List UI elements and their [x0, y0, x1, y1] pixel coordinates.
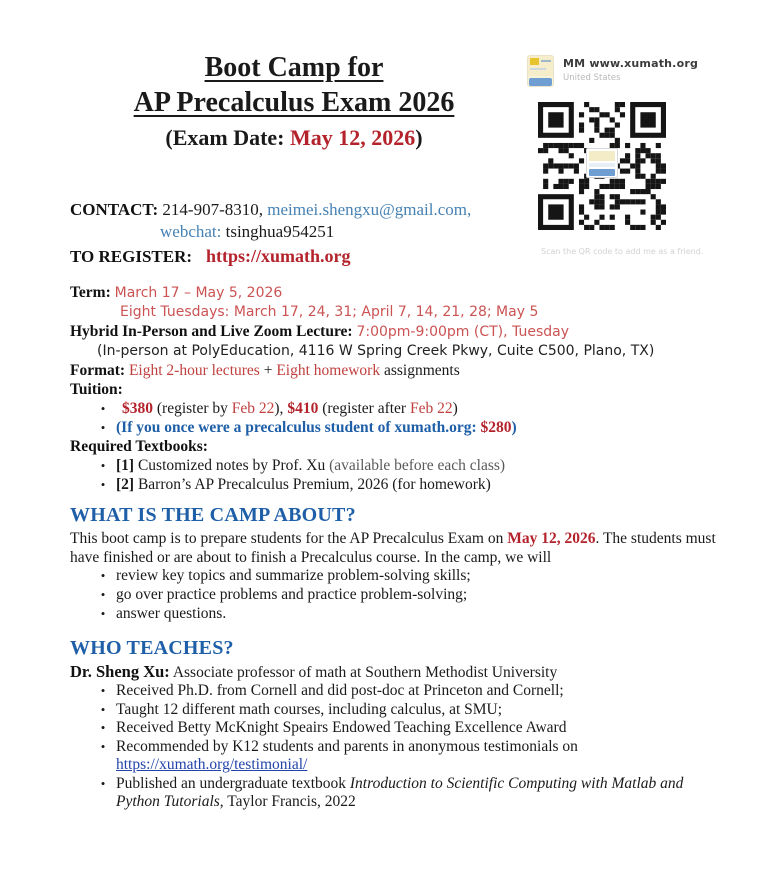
lecture-line — [70, 322, 720, 342]
discount-close: ) — [511, 419, 517, 436]
format-plus: + — [259, 362, 277, 379]
tuition-item-2 — [70, 418, 720, 437]
bullet-glyph: • — [100, 738, 106, 754]
format-tail: assignments — [380, 362, 460, 379]
price-returning: $280 — [480, 419, 512, 436]
exam-date-value: May 12, 2026 — [290, 125, 416, 150]
teacher-bullet-book — [70, 775, 726, 812]
page-title-line1: Boot Camp for — [204, 52, 384, 83]
avatar-website-thumb — [528, 56, 553, 76]
textbook-2-title: Barron’s AP Precalculus Premium, 2026 (for homework) — [134, 476, 491, 493]
price-early: $380 — [122, 400, 153, 417]
wechat-card-texts — [563, 55, 698, 83]
register-line — [70, 245, 471, 268]
about-bullet-3 — [70, 605, 722, 624]
about-section — [70, 506, 722, 624]
term-value: March 17 – May 5, 2026 — [114, 285, 283, 301]
about-paragraph — [70, 530, 722, 568]
bullet-glyph: • — [100, 605, 106, 621]
about-bullet-1 — [70, 567, 722, 586]
term-label: Term: — [70, 284, 115, 301]
avatar-decor-line — [541, 60, 551, 62]
avatar-logo-badge — [530, 58, 539, 65]
contact-email-link[interactable]: meimei.shengxu@gmail.com, — [267, 200, 472, 219]
textbooks-heading — [70, 437, 720, 456]
about-bullet-2 — [70, 586, 722, 605]
wechat-contact-card — [527, 55, 719, 256]
format-label: Format: — [70, 362, 129, 379]
bullet-glyph: • — [100, 683, 106, 698]
teacher-bullet-1-text: Received Ph.D. from Cornell and did post-doc at Princeton and Cornell; — [116, 682, 564, 699]
bullet-icon — [70, 682, 116, 701]
textbook-1-note: (available before each class) — [329, 457, 506, 474]
tuition-mid3: (register after — [318, 400, 410, 417]
teacher-bullet-testimonials — [70, 738, 726, 775]
textbook-item-1-text — [116, 456, 720, 475]
about-exam-date: May 12, 2026 — [507, 529, 596, 547]
teacher-section — [70, 639, 726, 812]
wechat-location: United States — [563, 73, 621, 83]
bullet-glyph: • — [100, 420, 106, 435]
term-schedule: Eight Tuesdays: March 17, 24, 31; April 7, 14, 21, 28; May 5 — [120, 304, 539, 320]
teacher-bullet-3-text: Received Betty McKnight Speairs Endowed Teaching Excellence Award — [116, 719, 567, 736]
wechat-card-header — [527, 55, 719, 87]
exam-date-prefix: (Exam Date: — [165, 125, 291, 150]
webchat-line — [70, 221, 471, 243]
bullet-icon — [70, 399, 116, 418]
bullet-glyph: • — [100, 775, 106, 791]
qr-logo-thumb-button — [589, 169, 615, 176]
bullet-glyph: • — [100, 477, 106, 492]
exam-date-line — [70, 123, 518, 153]
qr-logo-thumb-top — [589, 151, 615, 161]
bullet-icon — [70, 775, 116, 812]
exam-date-suffix: ) — [415, 125, 423, 150]
bullet-glyph: • — [100, 587, 106, 603]
webchat-label: webchat: — [160, 222, 226, 241]
bullet-glyph: • — [100, 568, 106, 584]
teacher-bullet-2 — [70, 701, 726, 720]
tuition-end: ) — [452, 400, 458, 417]
register-label: TO REGISTER: — [70, 247, 193, 266]
tuition-mid2: ), — [274, 400, 288, 417]
tuition-item-1 — [70, 399, 720, 418]
book-text-suffix: , Taylor Francis, 2022 — [219, 793, 356, 810]
bullet-glyph: • — [100, 701, 106, 717]
format-red1: Eight 2-hour lectures — [128, 362, 260, 379]
about-bullet-2-text: go over practice problems and practice problem-solving; — [116, 586, 468, 604]
contact-phone: 214-907-8310, — [158, 200, 268, 219]
bullet-icon — [70, 567, 116, 586]
tuition-label: Tuition: — [70, 381, 123, 398]
bullet-icon — [70, 738, 116, 775]
tuition-heading — [70, 380, 720, 399]
format-line — [70, 361, 720, 380]
term-line — [70, 283, 720, 303]
discount-text: (If you once were a precalculus student of xumath.org: — [116, 419, 481, 436]
bullet-glyph: • — [100, 458, 106, 473]
lecture-value: 7:00pm-9:00pm (CT), Tuesday — [356, 324, 570, 340]
details-block — [70, 283, 720, 494]
bullet-glyph: • — [100, 720, 106, 735]
book-title: Introduction to Scientific Computing with Matlab and Python Tutorials — [116, 774, 684, 810]
avatar — [527, 55, 554, 87]
textbook-1-number: [1] — [116, 457, 135, 474]
register-url-link[interactable]: https://xumath.org — [206, 246, 351, 266]
avatar-button-shape — [529, 78, 552, 86]
qr-code — [537, 102, 667, 230]
qr-caption: Scan the QR code to add me as a friend. — [541, 247, 704, 256]
teacher-name: Dr. Sheng Xu: — [70, 661, 170, 681]
qr-center-logo — [586, 148, 618, 178]
deadline-early: Feb 22 — [231, 400, 275, 417]
about-text-prefix: This boot camp is to prepare students for the AP Precalculus Exam on — [70, 529, 508, 547]
textbook-item-2-text — [116, 475, 720, 494]
about-bullet-3-text: answer questions. — [116, 604, 227, 622]
bullet-icon — [70, 701, 116, 720]
book-text-prefix: Published an undergraduate textbook — [116, 774, 350, 792]
qr-logo-thumb-mid — [589, 163, 615, 167]
contact-line — [70, 199, 471, 221]
bullet-icon — [70, 586, 116, 605]
teacher-title: Associate professor of math at Southern Methodist University — [169, 663, 558, 681]
testimonial-link[interactable]: https://xumath.org/testimonial/ — [116, 756, 308, 773]
about-bullet-1-text: review key topics and summarize problem-solving skills; — [116, 567, 471, 585]
deadline-late: Feb 22 — [409, 400, 453, 417]
teacher-bullet-3 — [70, 719, 726, 738]
price-late: $410 — [287, 400, 319, 417]
bullet-icon — [70, 418, 116, 437]
title-block — [70, 50, 518, 153]
bullet-icon — [70, 605, 116, 624]
wechat-name: MM www.xumath.org — [563, 57, 699, 70]
avatar-decor-line2 — [530, 68, 546, 70]
about-heading: WHAT IS THE CAMP ABOUT? — [70, 504, 356, 526]
textbooks-label: Required Textbooks: — [70, 438, 208, 455]
teacher-heading: WHO TEACHES? — [70, 637, 234, 659]
teacher-intro — [70, 663, 726, 683]
about-text-suffix: . The students must have finished or are about to finish a Precalculus course. In the camp, we will — [70, 529, 716, 566]
contact-block — [70, 199, 471, 268]
format-red2: Eight homework — [276, 362, 381, 379]
tuition-mid1: (register by — [153, 400, 232, 417]
teacher-bullet-1 — [70, 682, 726, 701]
bullet-icon — [70, 719, 116, 738]
teacher-bullet-testimonials-text — [116, 738, 726, 775]
textbook-item-2 — [70, 475, 720, 494]
contact-label: CONTACT: — [70, 200, 159, 219]
testimonial-text: Recommended by K12 students and parents in anonymous testimonials on — [116, 737, 578, 755]
teacher-bullet-2-text: Taught 12 different math courses, including calculus, at SMU; — [116, 700, 503, 718]
bullet-icon — [70, 475, 116, 494]
textbook-1-title: Customized notes by Prof. Xu — [134, 457, 330, 474]
tuition-item-2-text — [116, 418, 720, 437]
webchat-id: tsinghua954251 — [225, 222, 335, 241]
textbook-item-1 — [70, 456, 720, 475]
page-title-line2: AP Precalculus Exam 2026 — [133, 87, 455, 118]
bullet-glyph: • — [100, 401, 106, 416]
bullet-icon — [70, 456, 116, 475]
teacher-bullet-book-text — [116, 775, 716, 812]
location-line: (In-person at PolyEducation, 4116 W Spring Creek Pkwy, Cuite C500, Plano, TX) — [97, 343, 655, 359]
textbook-2-number: [2] — [116, 476, 135, 493]
lecture-label: Hybrid In-Person and Live Zoom Lecture: — [70, 323, 357, 340]
tuition-item-1-text — [116, 399, 720, 418]
